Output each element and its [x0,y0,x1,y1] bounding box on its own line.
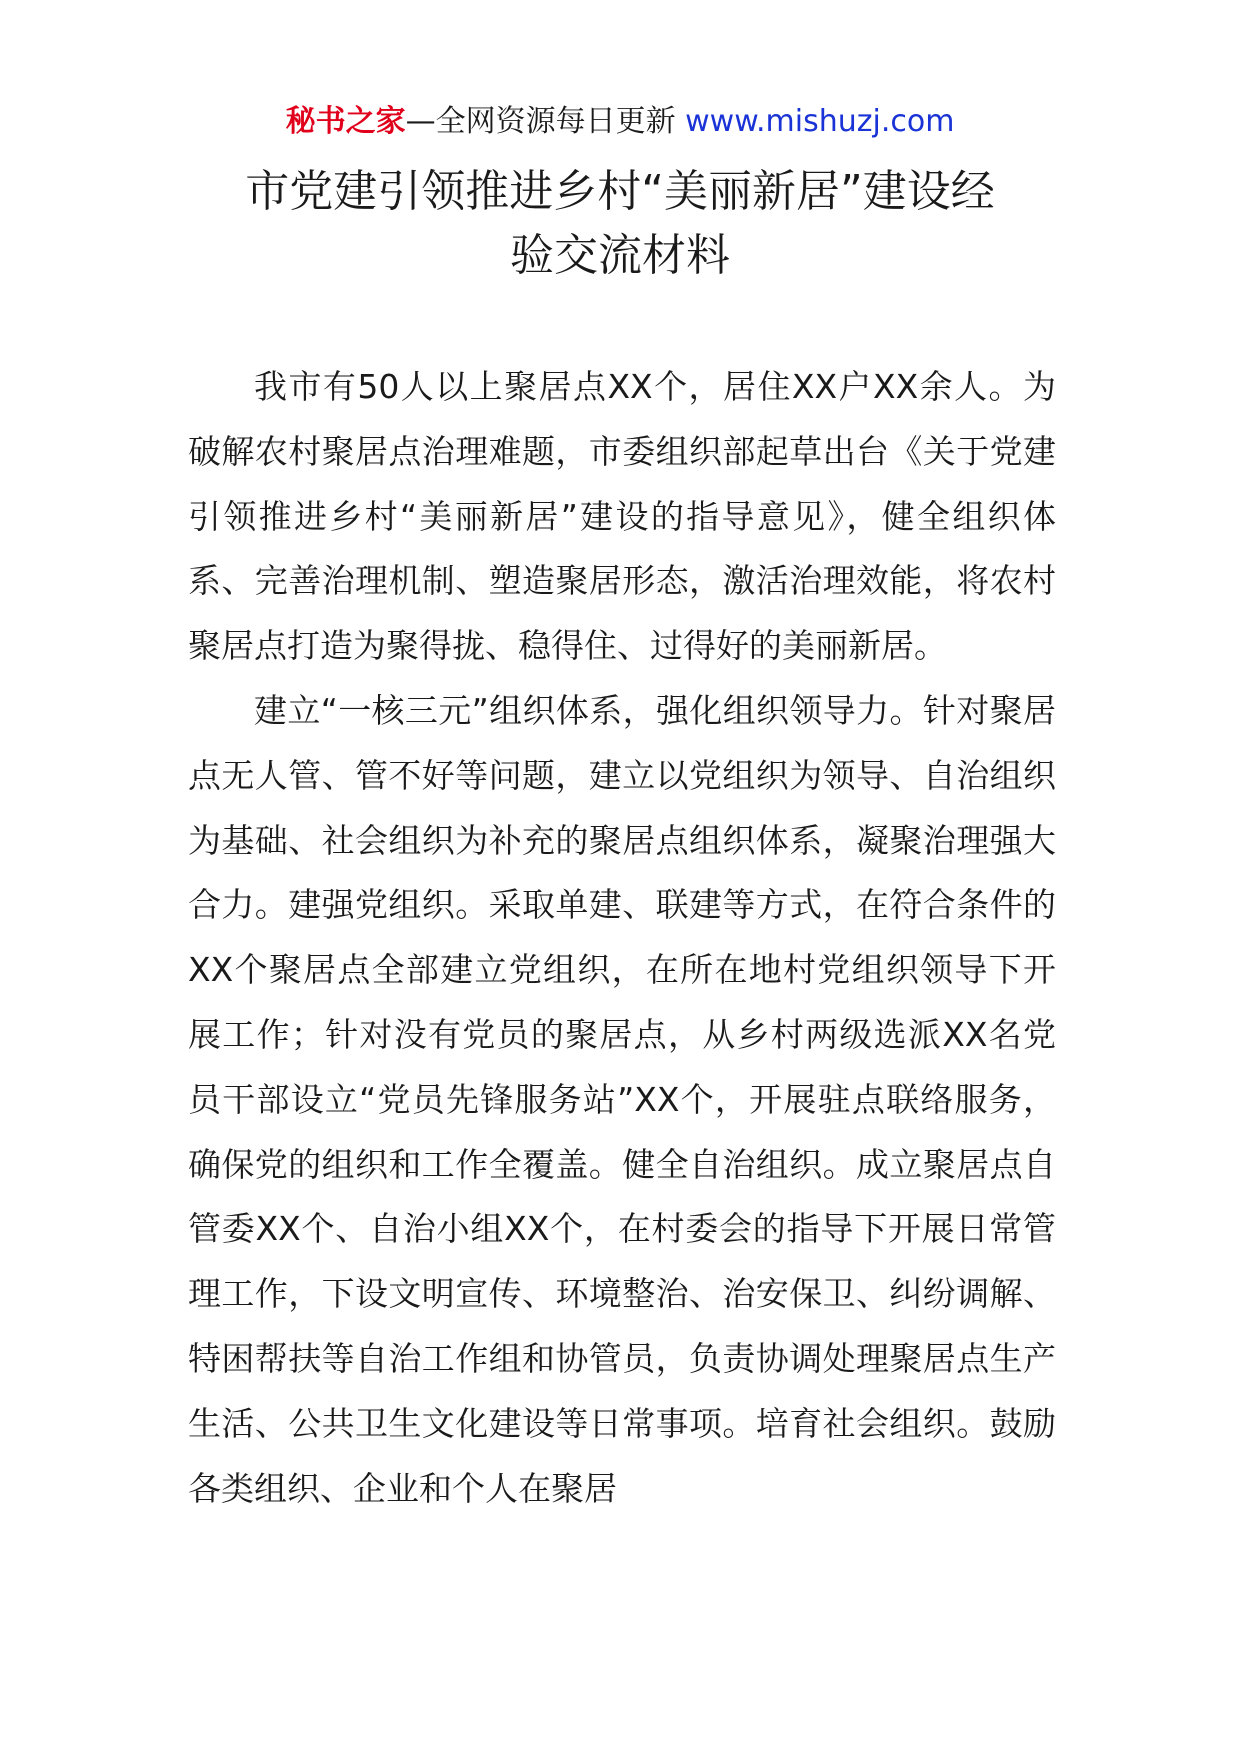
brand-name: 秘书之家 [285,104,406,139]
body-paragraph-1: 我市有50人以上聚居点XX个，居住XX户XX余人。为破解农村聚居点治理难题，市委组织部起草出台《关于党建引领推进乡村“美丽新居”建设的指导意见》，健全组织体系、完善治理机制、塑造聚居形态，激活治理效能，将农村聚居点打造为聚得拢、稳得住、过得好的美丽新居。 [188,367,1056,666]
document-title [170,160,1070,288]
header-tagline: —全网资源每日更新 [405,104,676,139]
document-title-line-2: 验交流材料 [510,230,730,281]
site-header [0,100,1240,144]
document-body [188,355,1056,1521]
document-title-line-1: 市党建引领推进乡村“美丽新居”建设经 [245,166,995,217]
body-paragraph-2: 建立“一核三元”组织体系，强化组织领导力。针对聚居点无人管、管不好等问题，建立以党组织为领导、自治组织为基础、社会组织为补充的聚居点组织体系，凝聚治理强大合力。建强党组织。采取单建、联建等方式，在符合条件的XX个聚居点全部建立党组织，在所在地村党组织领导下开展工作；针对没有党员的聚居点，从乡村两级选派XX名党员干部设立“党员先锋服务站”XX个，开展驻点联络服务，确保党的组织和工作全覆盖。健全自治组织。成立聚居点自管委XX个、自治小组XX个，在村委会的指导下开展日常管理工作，下设文明宣传、环境整治、治安保卫、纠纷调解、特困帮扶等自治工作组和协管员，负责协调处理聚居点生产生活、公共卫生文化建设等日常事项。培育社会组织。鼓励各类组织、企业和个人在聚居 [188,690,1056,1508]
site-url-link[interactable]: www.mishuzj.com [685,104,955,139]
